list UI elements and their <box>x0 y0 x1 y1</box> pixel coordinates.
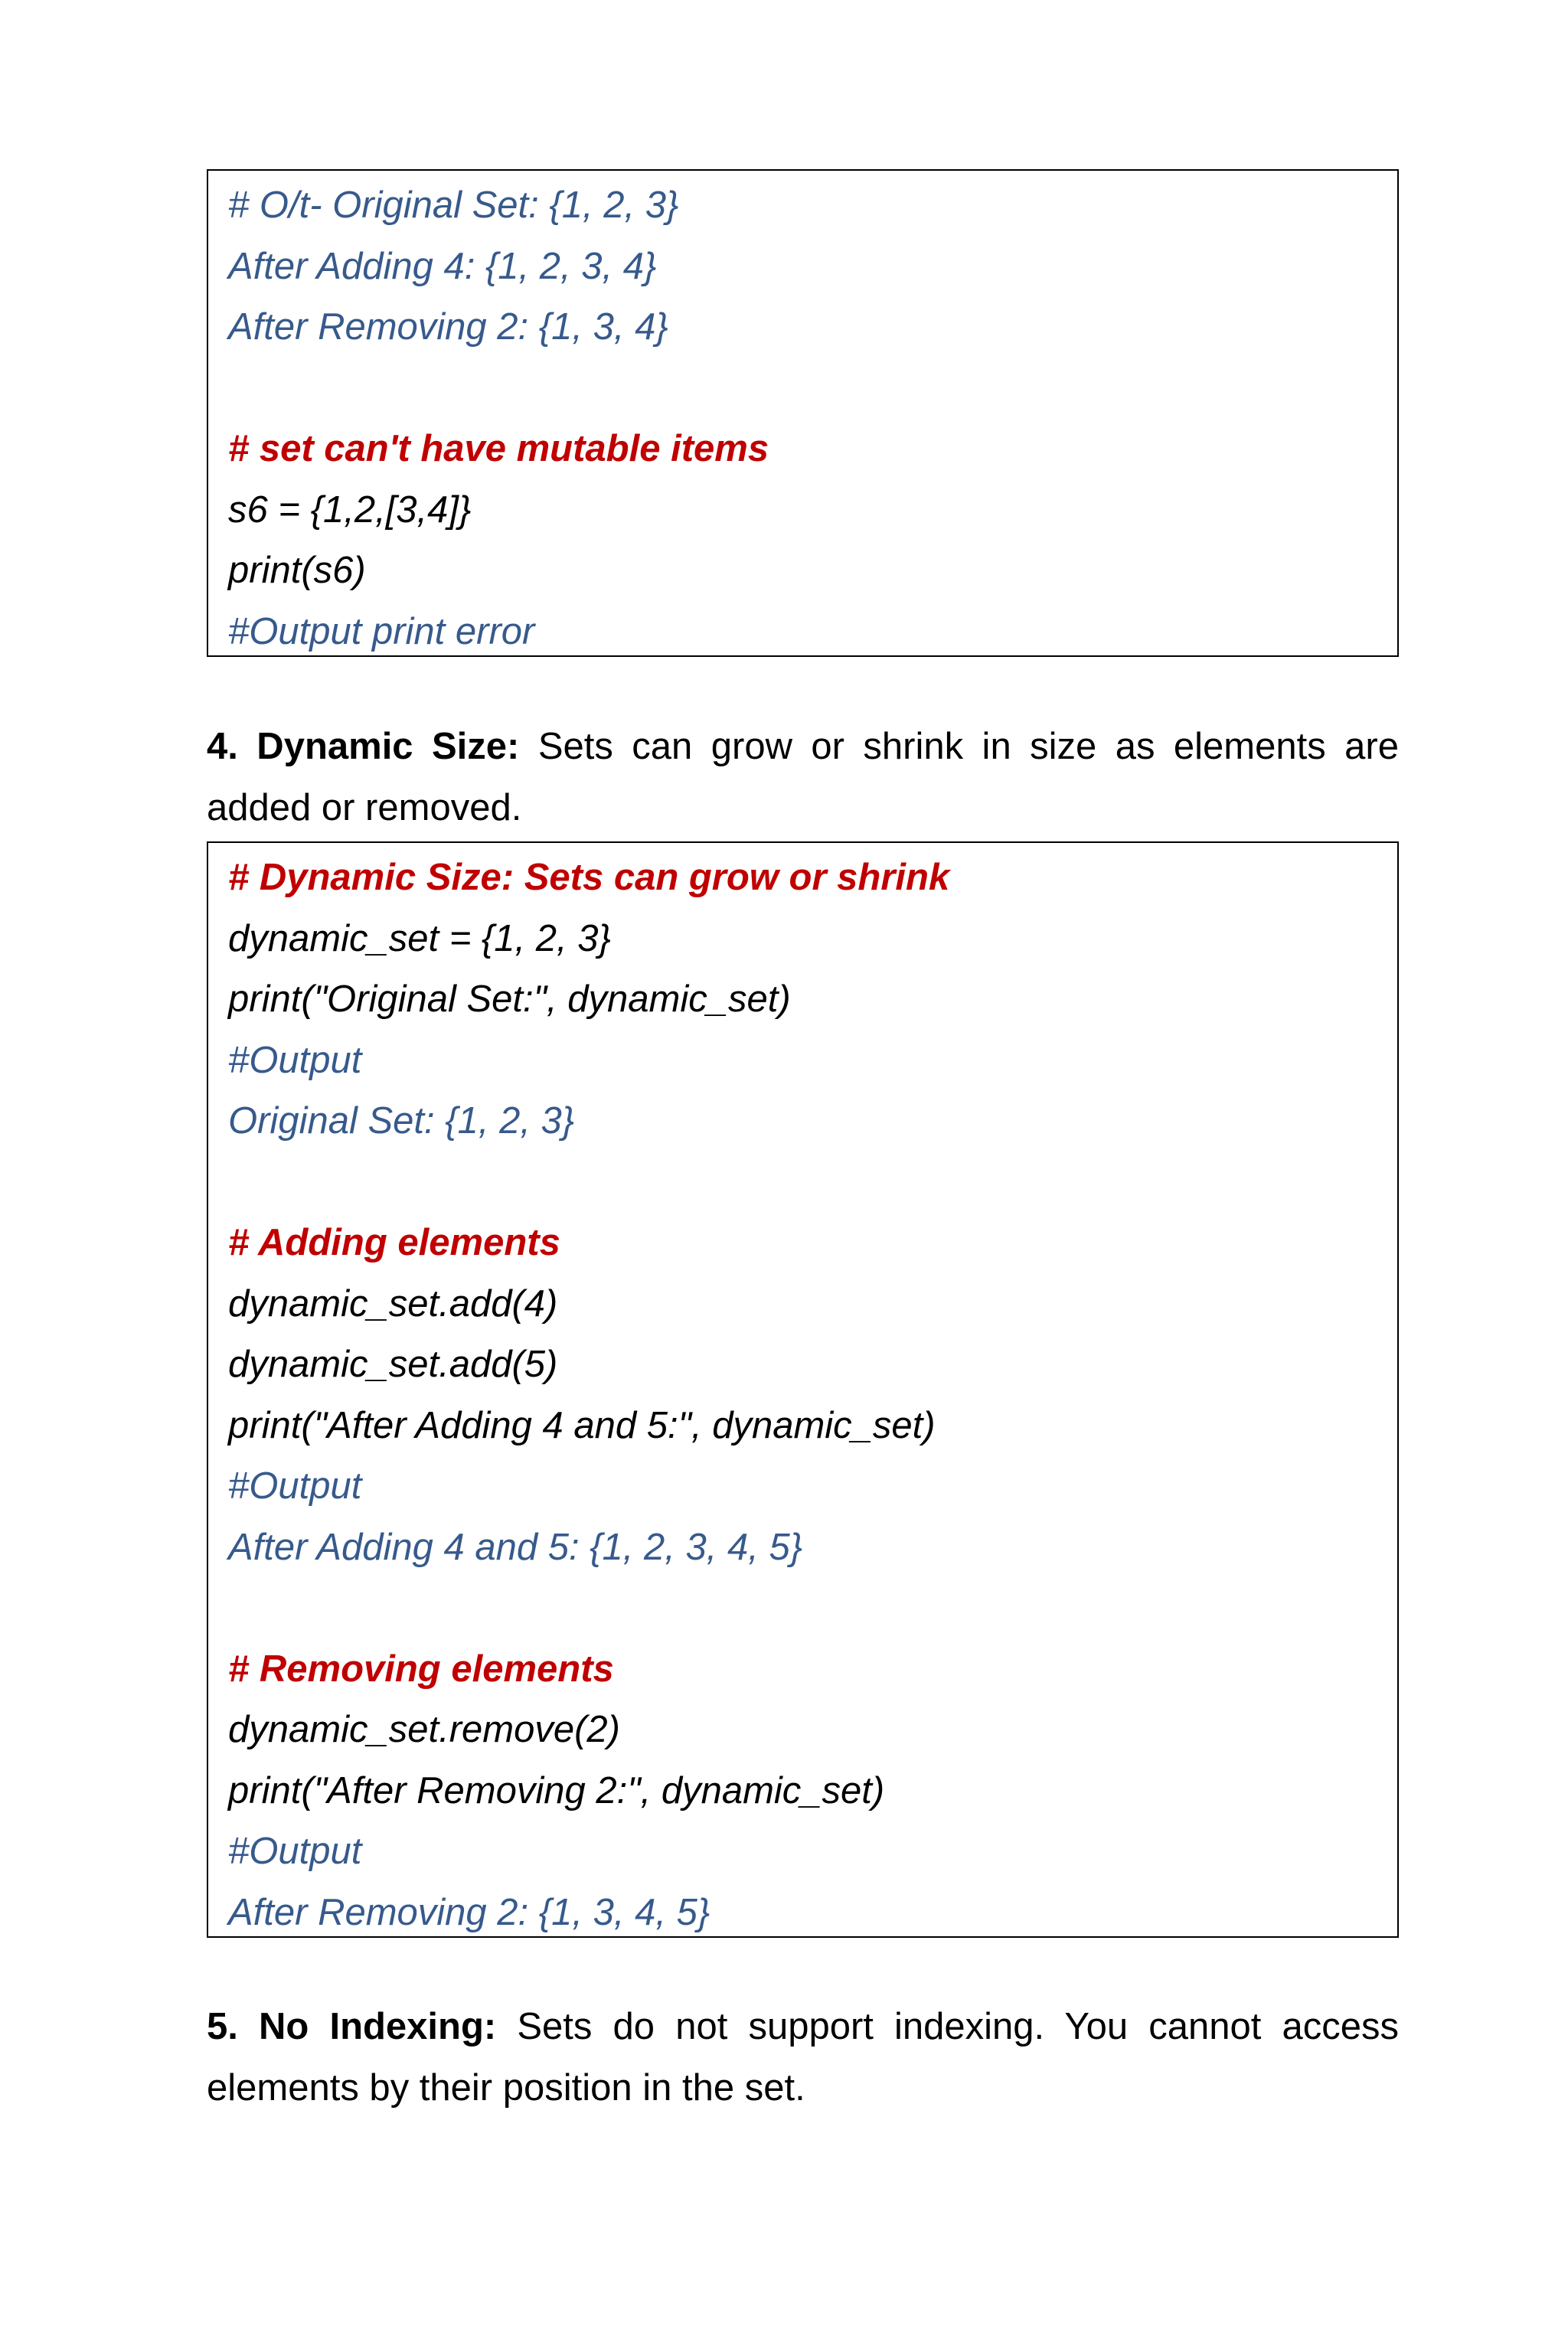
code-line <box>228 1578 1377 1639</box>
paragraph-no-indexing <box>207 1997 1399 2118</box>
code-line <box>228 358 1377 420</box>
code-block-dynamic-size <box>207 841 1399 1938</box>
code-line: dynamic_set = {1, 2, 3} <box>228 917 611 959</box>
code-line: s6 = {1,2,[3,4]} <box>228 488 472 531</box>
heading-dynamic-size: 4. Dynamic Size: <box>207 726 520 767</box>
heading-no-indexing: 5. No Indexing: <box>207 2006 497 2047</box>
code-line: # Dynamic Size: Sets can grow or shrink <box>228 857 950 898</box>
code-line: After Adding 4: {1, 2, 3, 4} <box>228 245 657 287</box>
paragraph-dynamic-size <box>207 717 1399 838</box>
text-no-indexing: Sets do not support indexing. You cannot access elements by their position in the set. <box>207 2006 1399 2109</box>
text-dynamic-size: Sets can grow or shrink in size as elements are added or removed. <box>207 726 1399 828</box>
code-line: # O/t- Original Set: {1, 2, 3} <box>228 185 679 226</box>
code-line: # Removing elements <box>228 1648 614 1690</box>
code-block-set-output <box>207 169 1399 657</box>
code-line: print("After Adding 4 and 5:", dynamic_set) <box>228 1404 936 1446</box>
code-line <box>228 1152 1377 1214</box>
code-line: print("Original Set:", dynamic_set) <box>228 978 791 1020</box>
code-line: #Output <box>228 1465 362 1507</box>
code-line: print(s6) <box>228 550 366 591</box>
code-line: After Removing 2: {1, 3, 4} <box>228 306 668 348</box>
code-line: print("After Removing 2:", dynamic_set) <box>228 1769 885 1811</box>
code-line: After Removing 2: {1, 3, 4, 5} <box>228 1891 710 1933</box>
code-line: After Adding 4 and 5: {1, 2, 3, 4, 5} <box>228 1526 803 1568</box>
code-line: #Output print error <box>228 610 535 652</box>
code-line: Original Set: {1, 2, 3} <box>228 1100 575 1142</box>
code-line: # set can't have mutable items <box>228 428 769 469</box>
code-line: #Output <box>228 1831 362 1872</box>
code-line: #Output <box>228 1039 362 1081</box>
code-line: dynamic_set.add(5) <box>228 1344 558 1385</box>
code-line: dynamic_set.remove(2) <box>228 1709 620 1750</box>
code-line: dynamic_set.add(4) <box>228 1282 558 1325</box>
code-line: # Adding elements <box>228 1222 560 1263</box>
